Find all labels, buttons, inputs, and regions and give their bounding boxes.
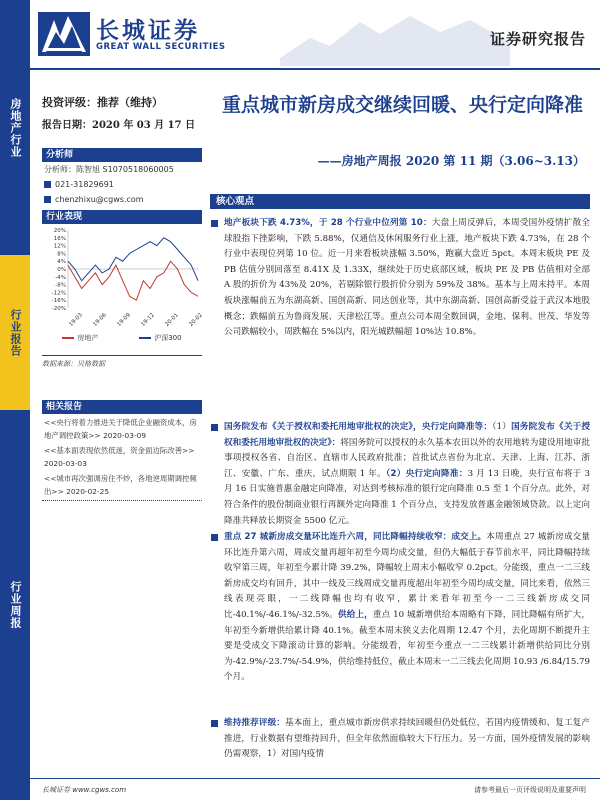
trend-chart: [42, 224, 202, 332]
related-report-link[interactable]: <<央行将着力推进关于降低企业融资成本，房地产调控政策>> 2020-03-09: [44, 418, 197, 440]
para3-sub-lead: 成交上。: [451, 532, 487, 542]
great-wall-watermark-icon: [280, 8, 510, 66]
core-paragraph-3: [210, 530, 590, 686]
phone-icon: [44, 181, 51, 188]
para4-lead: 维持推荐评级：: [224, 718, 286, 728]
footer-note: 请参考最后一页评级说明及重要声明: [474, 786, 586, 794]
x-tick-label: 19-03: [68, 312, 84, 328]
page-footer: [30, 778, 600, 800]
x-tick-label: 19-06: [92, 312, 108, 328]
brand-name-en: GREAT WALL SECURITIES: [96, 42, 226, 52]
para1-body: 大盘上周反弹后，本周受国外疫情扩散全球股指下挫影响，下跌 5.88%，仅通信及休闲服务行业上涨，地产板块下跌 4.73%，在 28 个行业中表现位列第 10 位。近一月来看板块涨幅 3.50%，跑赢大盘近 5pct。本周末板块 PE 及 PB 估值分别回落至 8.41X 及 1.33X，继续处于历史底部区域，板块 PE 及 PB 估值相对全部 A 股的折价为 43%及 20%，若剔除银行股折价分别为 59%及 38%。基本与上周末持平。本周板块涨幅前五为东湖高新、国创高新、同达创业等，其中东湖高新、国创高新受益于武汉本地股概念；跌幅前五为鲁商发展、天津松江等。重点公司本周全数回调，金地、保利、世茂、华发等公司跌幅较小，周跌幅在 5%以内，阳光城跌幅超 10%达 10.8%。: [224, 218, 590, 338]
para4-body: 基本面上，重点城市新房供求持续回暖但仍处低位，若国内疫情缓和、复工复产推进，行业数据有望维持回升，但全年依然面临较大下行压力。另一方面，国外疫情发展的影响仍需观察，1）对国内疫情: [224, 718, 590, 760]
analyst-email[interactable]: chenzhixu@cgws.com: [42, 192, 202, 207]
legend-item-hs300: 沪深300: [139, 333, 181, 343]
bullet-icon: [211, 220, 218, 227]
core-paragraph-4: [210, 716, 590, 763]
related-divider: [42, 500, 202, 501]
analyst-phone: 021-31829691: [42, 177, 202, 192]
related-report-link[interactable]: <<城市再次强调房住不炒，各地逆周期调控频出>> 2020-02-25: [44, 474, 197, 496]
y-tick-label: -4%: [55, 274, 66, 281]
x-tick-label: 20-02: [188, 312, 204, 328]
core-views-head: 核心观点: [210, 194, 590, 209]
y-tick-label: -12%: [51, 290, 66, 297]
trend-chart-svg: [42, 224, 202, 332]
y-tick-label: -20%: [51, 306, 66, 312]
data-source: 数据来源：贝格数据: [42, 355, 202, 369]
y-tick-label: 16%: [53, 235, 66, 242]
core-paragraph-2: [210, 420, 590, 529]
y-tick-label: 12%: [53, 243, 66, 250]
brand-name-cn: 长城证券: [96, 17, 200, 44]
x-tick-label: 20-01: [164, 312, 180, 328]
y-tick-label: 8%: [57, 251, 66, 258]
para3-lead: 重点 27 城新房成交量环比连升六周，同比降幅持续收窄：: [224, 532, 452, 542]
header-divider: [30, 68, 600, 70]
chart-legend: [42, 332, 202, 344]
side-strip: [0, 0, 30, 800]
legend-item-realestate: 房地产: [62, 333, 98, 343]
core-paragraph-1: [210, 216, 590, 341]
bullet-icon: [211, 424, 218, 431]
investment-rating: 投资评级：推荐（维持）: [42, 96, 163, 109]
legend-swatch-hs300: [139, 337, 151, 339]
strip-report-label: 行业报告: [0, 255, 30, 410]
x-tick-label: 19-09: [116, 312, 132, 328]
related-head: 相关报告: [42, 400, 202, 414]
analyst-head: 分析师: [42, 148, 202, 162]
page-header: [30, 0, 600, 70]
para2-index: （1）: [492, 422, 512, 432]
footer-url[interactable]: 长城证券 www.cgws.com: [42, 786, 127, 794]
para2-sub-lead: 国务院发布《关于授权和委托用地审批权的决定》：: [224, 422, 590, 448]
industry-trend-box: [42, 210, 202, 344]
related-reports: [42, 400, 202, 501]
para2-lead: 国务院发布《关于授权和委托用地审批权的决定》，央行定向降准等：: [224, 422, 493, 432]
para2-sub-lead-2: （2）央行定向降准：: [385, 468, 468, 479]
strip-weekly-label: 行业周报: [0, 410, 30, 800]
page-title: 重点城市新房成交继续回暖、央行定向降准: [221, 94, 583, 116]
y-tick-label: 0%: [57, 267, 66, 273]
para2-body-b: 3 月 13 日晚，央行宣布将于 3 月 16 日实施普惠金融定向降准，对达到考核标准的银行定向降准 0.5 至 1 个百分点。此外，对符合条件的股份制商业银行再额外定向降准 1 个百分点，支持发放普惠金融领域贷款。以上定向降准共释放长期资金 5500 亿元。: [224, 468, 590, 526]
analyst-box: [42, 148, 202, 207]
email-icon: [44, 196, 51, 203]
analyst-name: 分析师：陈智旭 S1070518060005: [44, 165, 174, 174]
y-tick-label: 4%: [57, 259, 66, 266]
brand-logo-icon: [38, 12, 90, 56]
report-date: 报告日期：2020 年 03 月 17 日: [42, 120, 196, 131]
page-subtitle: ——房地产周报 2020 第 11 期（3.06~3.13）: [317, 154, 585, 168]
trend-head: 行业表现: [42, 210, 202, 224]
y-tick-label: 20%: [53, 228, 66, 234]
series-line-hs300: [68, 238, 198, 281]
para2-body-a: 将国务院可以授权的永久基本农田以外的农用地转为建设用地审批事项授权各省、自治区、直辖市人民政府批准；首批试点省份为北京、天津、上海、江苏、浙江、安徽、广东、重庆，试点期限 1 年。: [224, 437, 590, 479]
legend-swatch-realestate: [62, 337, 74, 339]
y-tick-label: -16%: [51, 298, 66, 305]
bullet-icon: [211, 720, 218, 727]
related-report-link[interactable]: <<基本面表现依然低迷，资金面边际改善>> 2020-03-03: [44, 446, 195, 468]
report-type: 证券研究报告: [489, 30, 586, 48]
y-tick-label: -8%: [55, 282, 66, 289]
bullet-icon: [211, 534, 218, 541]
strip-industry-label: 房地产行业: [0, 0, 30, 255]
para1-lead: 地产板块下跌 4.73%，于 28 个行业中位列第 10：: [224, 218, 432, 228]
series-line-realestate: [68, 261, 198, 300]
para3-sub-lead-2: 供给上，: [337, 609, 373, 620]
x-tick-label: 19-12: [140, 312, 156, 328]
para3-body-a: 本周重点 27 城新房成交量环比连升第六周，周成交量再超年初至今周均成交量，但仍大幅低于春节前水平，同比降幅持续收窄第三周，年初至今累计降 39.2%，降幅较上周末小幅收窄 0.2pct。分能级，重点一二三线新房成交均有回升，其中一线及三线周成交量再度超出年初至今周均成交量，同比来看，依然三线表现亮眼，一二线降幅也均有收窄，累计来看年初至今一二三线新房成交同比-40.1%/-46.1%/-32.5%。: [224, 532, 590, 620]
para3-body-b: 重点 10 城新增供给本周略有下降，同比降幅有所扩大，年初至今新增供给累计降 40.1%。截至本周末狭义去化周期 12.47 个月，去化周期不断提升主要是受成交下降滚动计算的影响。分能级看，年初至今重点一二三线累计新增供给同比分别为-42.9%/-23.7%/-54.9%，供给维持低位，截止本周末一二三线去化周期 10.93 /6.84/15.79 个月。: [224, 609, 590, 683]
